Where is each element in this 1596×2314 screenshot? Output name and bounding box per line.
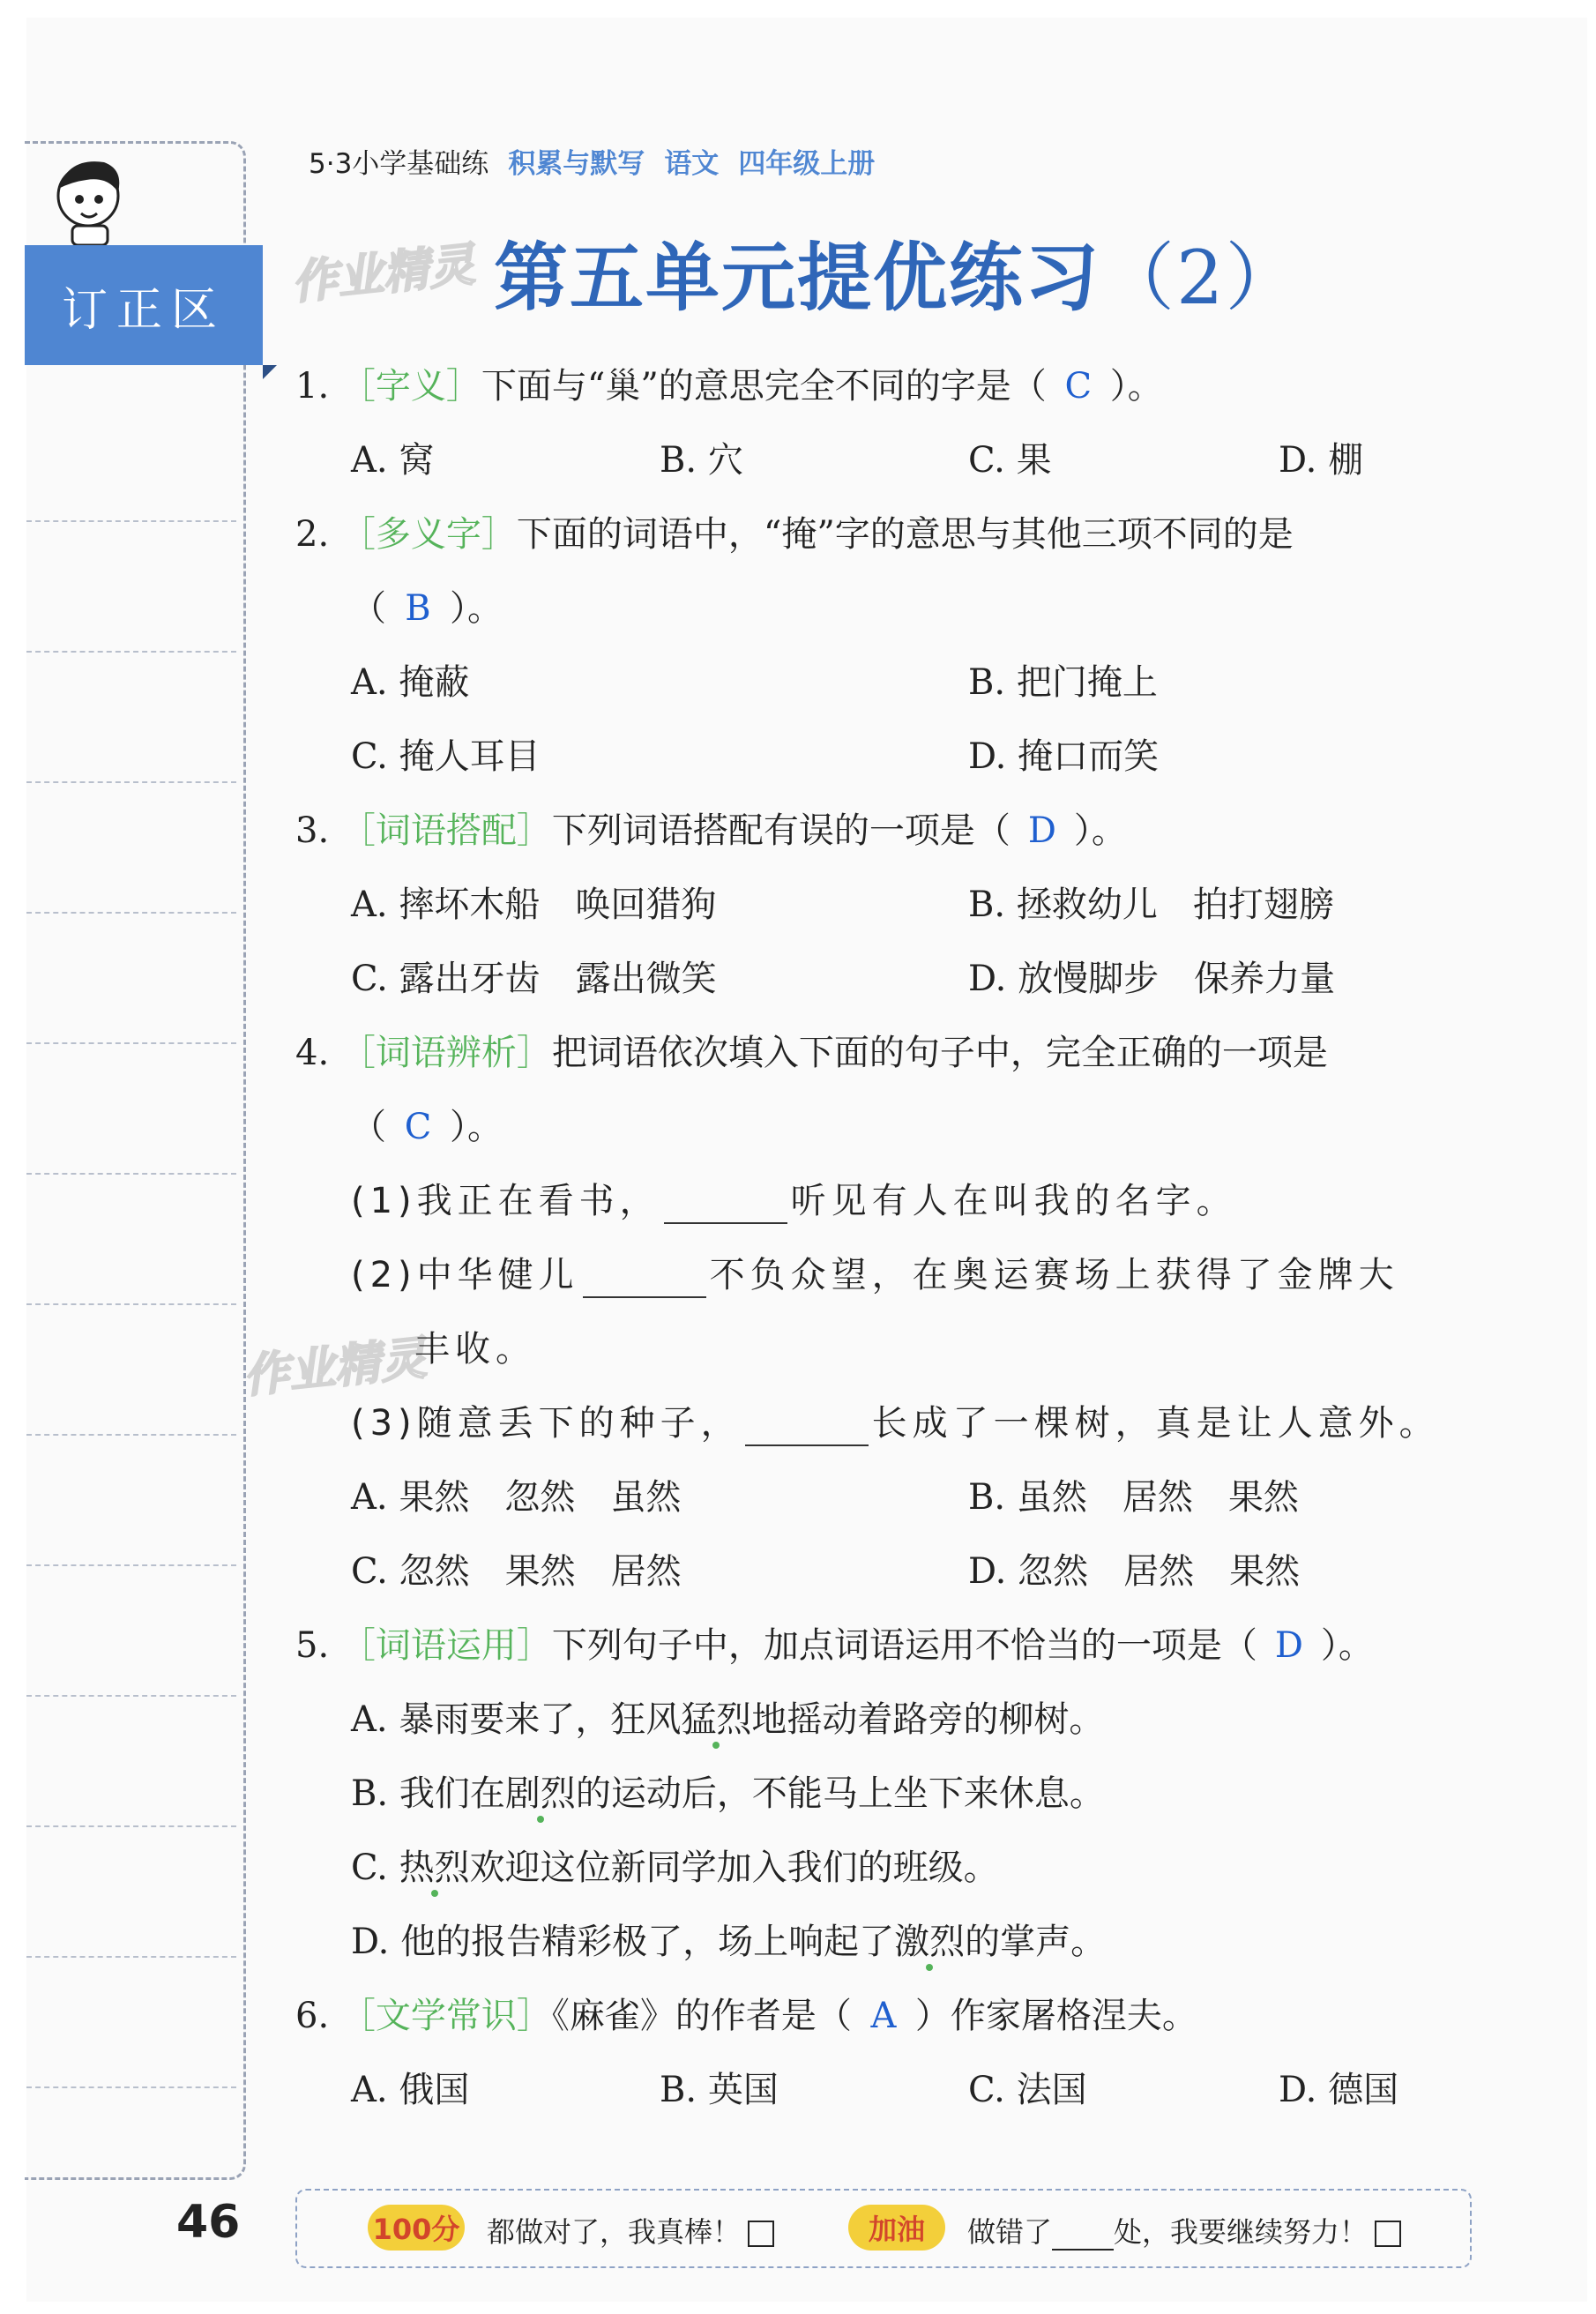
- fill-sentence: (1)我正在看书， 听见有人在叫我的名字。: [351, 1178, 1237, 1224]
- correction-line: [26, 520, 236, 522]
- option: A. 窝: [351, 440, 435, 481]
- answer: D: [1274, 1625, 1303, 1666]
- question-5: 5. ［词语运用］下列句子中，加点词语运用不恰当的一项是（ D ）。: [295, 1623, 1374, 1668]
- correction-line: [26, 2086, 236, 2088]
- answer: C: [404, 1107, 432, 1147]
- correction-line: [26, 1564, 236, 1566]
- all-correct-text: 都做对了，我真棒！: [487, 2210, 774, 2251]
- self-check-bar: [295, 2189, 1472, 2268]
- option: B. 拯救幼儿 拍打翅膀: [968, 885, 1334, 925]
- series-name: 5·3小学基础练: [309, 148, 489, 180]
- question-3: 3. ［词语搭配］下列词语搭配有误的一项是（ D ）。: [295, 808, 1127, 854]
- answer: C: [1064, 366, 1093, 407]
- mistakes-text: 做错了 处，我要继续努力！: [967, 2210, 1401, 2251]
- option: A. 果然 忽然 虽然: [351, 1477, 682, 1518]
- correction-area: [25, 141, 246, 2180]
- option: A. 掩蔽: [351, 662, 470, 703]
- question-6: 6. ［文学常识］《麻雀》的作者是（ A ）作家屠格涅夫。: [295, 1993, 1197, 2039]
- dotted-word: 猛烈: [681, 1699, 752, 1740]
- option: C. 掩人耳目: [351, 736, 541, 777]
- option: D. 棚: [1279, 440, 1364, 481]
- correction-area-label: 订正区: [25, 245, 263, 365]
- option: D. 他的报告精彩极了，场上响起了激烈的掌声。: [351, 1922, 1107, 1962]
- option: D. 德国: [1279, 2070, 1399, 2110]
- question-tag: ［词语运用］: [339, 1625, 552, 1666]
- answer: B: [405, 588, 431, 629]
- fill-sentence: (3)随意丢下的种子， 长成了一棵树，真是让人意外。: [351, 1400, 1440, 1446]
- option: B. 把门掩上: [968, 662, 1158, 703]
- option: B. 英国: [660, 2070, 779, 2110]
- option: D. 忽然 居然 果然: [968, 1551, 1301, 1592]
- question-1: 1. ［字义］下面与“巢”的意思完全不同的字是（ C ）。: [295, 363, 1163, 409]
- question-4-answer-line: （ C ）。: [351, 1104, 503, 1150]
- mistakes-checkbox[interactable]: [1375, 2221, 1401, 2247]
- mistake-count-blank[interactable]: [1052, 2226, 1114, 2251]
- option: D. 掩口而笑: [968, 736, 1160, 777]
- correction-line: [26, 1434, 236, 1436]
- correction-line: [26, 912, 236, 914]
- option: A. 俄国: [351, 2070, 470, 2110]
- option: A. 摔坏木船 唤回猎狗: [351, 885, 717, 925]
- option: B. 我们在剧烈的运动后，不能马上坐下来休息。: [351, 1773, 1105, 1814]
- option: B. 穴: [660, 440, 743, 481]
- option: C. 热烈欢迎这位新同学加入我们的班级。: [351, 1847, 999, 1888]
- book-series-header: [309, 141, 875, 181]
- score-badge: 100分: [368, 2205, 465, 2251]
- question-tag: ［词语搭配］: [339, 810, 552, 851]
- option: C. 露出牙齿 露出微笑: [351, 959, 717, 999]
- option: B. 虽然 居然 果然: [968, 1477, 1299, 1518]
- fill-blank[interactable]: [745, 1415, 869, 1446]
- answer: D: [1027, 810, 1056, 851]
- question-2: 2. ［多义字］下面的词语中，“掩”字的意思与其他三项不同的是: [295, 514, 1294, 555]
- question-2-answer-line: （ B ）。: [351, 586, 503, 631]
- question-4: 4. ［词语辨析］把词语依次填入下面的句子中，完全正确的一项是: [295, 1033, 1328, 1073]
- page-number: 46: [176, 2196, 241, 2249]
- correction-line: [26, 1042, 236, 1044]
- dotted-word: 激烈: [894, 1922, 966, 1962]
- answer: A: [870, 1996, 897, 2036]
- question-tag: ［多义字］: [339, 514, 517, 555]
- correction-line: [26, 1825, 236, 1827]
- option: C. 果: [968, 440, 1052, 481]
- option: C. 忽然 果然 居然: [351, 1551, 682, 1592]
- fill-blank[interactable]: [583, 1266, 706, 1298]
- all-correct-checkbox[interactable]: [748, 2221, 774, 2247]
- grade-name: 四年级上册: [738, 148, 876, 180]
- dotted-word: 剧烈: [504, 1773, 576, 1814]
- correction-line: [26, 1303, 236, 1305]
- dotted-word: 热烈: [399, 1847, 470, 1888]
- fill-sentence: (2)中华健儿 不负众望，在奥运赛场上获得了金牌大: [351, 1252, 1399, 1298]
- correction-line: [26, 651, 236, 653]
- correction-line: [26, 1173, 236, 1175]
- fill-blank[interactable]: [664, 1192, 787, 1224]
- cheer-badge: 加油: [848, 2205, 945, 2251]
- correction-line: [26, 781, 236, 783]
- book-name: 积累与默写: [508, 148, 645, 180]
- mascot-icon: [42, 150, 139, 247]
- option: C. 法国: [968, 2070, 1087, 2110]
- question-tag: ［词语辨析］: [339, 1033, 552, 1073]
- page-title: 第五单元提优练习（2）: [494, 235, 1301, 321]
- question-tag: ［文学常识］: [339, 1996, 552, 2036]
- correction-line: [26, 1695, 236, 1697]
- option: A. 暴雨要来了，狂风猛烈地摇动着路旁的柳树。: [351, 1699, 1105, 1740]
- question-tag: ［字义］: [339, 366, 481, 407]
- option: D. 放慢脚步 保养力量: [968, 959, 1336, 999]
- subject-name: 语文: [664, 148, 720, 180]
- correction-line: [26, 1956, 236, 1958]
- fill-sentence: 丰收。: [414, 1329, 536, 1370]
- watermark: 作业精灵: [241, 1332, 429, 1404]
- watermark: 作业精灵: [289, 238, 478, 310]
